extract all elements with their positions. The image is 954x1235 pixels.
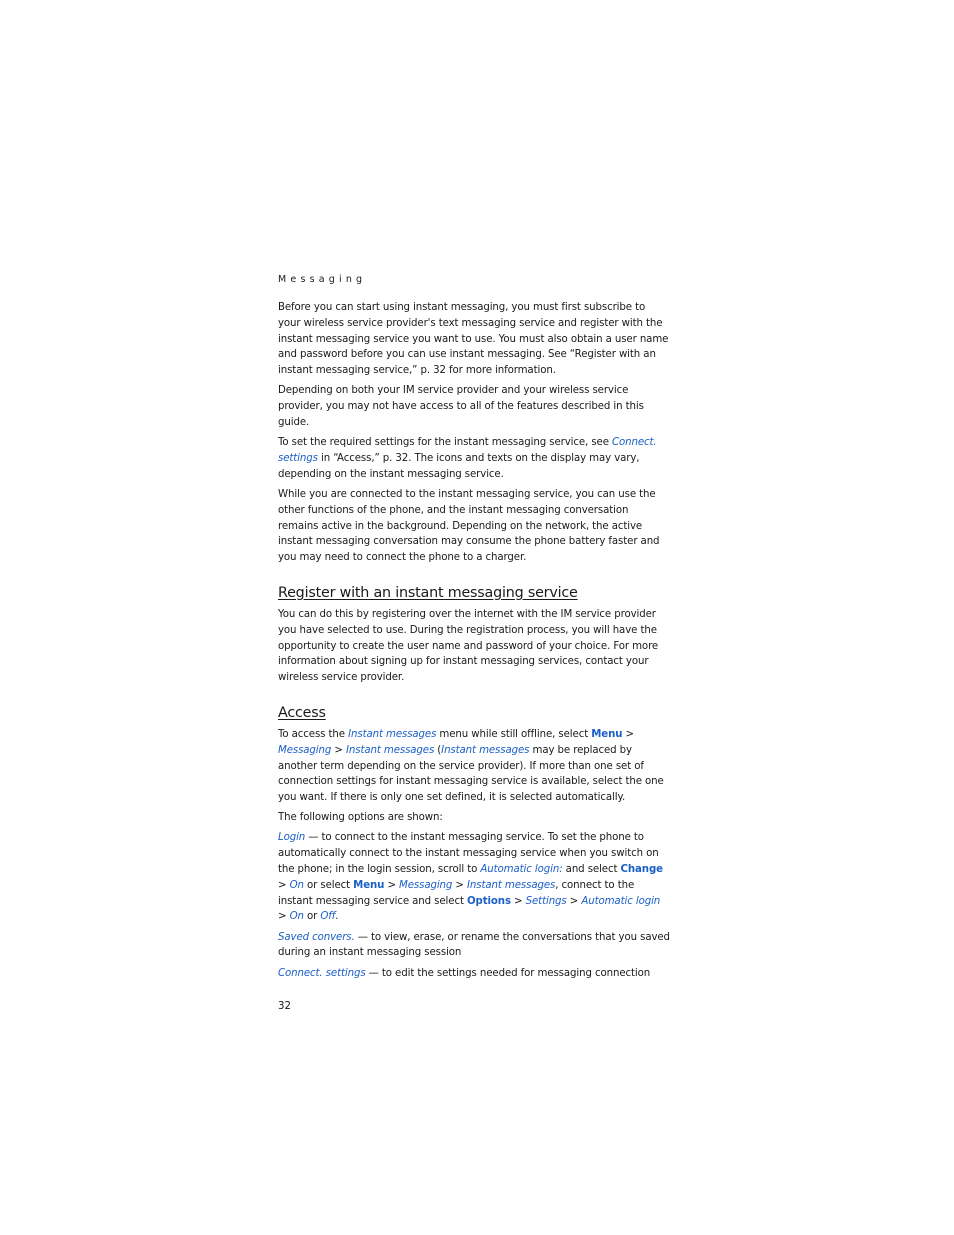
text-run: — to view, erase, or rename the conversations that you saved during an instant messaging session [278, 931, 670, 959]
access-paragraph [278, 727, 670, 806]
separator: > [278, 911, 290, 923]
running-head: Messaging [278, 274, 367, 285]
register-paragraph: You can do this by registering over the internet with the IM service provider you have selected to use. During the registration process, you will have the opportunity to create the user name and password of your choice. For more information about signing up for instant messaging services, contact your wireless service provider. [278, 608, 659, 684]
text-run: . [335, 911, 339, 923]
page-number: 32 [278, 1001, 291, 1013]
document-page [278, 272, 670, 1015]
text-run: and select [562, 864, 621, 876]
login-term: Login [278, 832, 306, 844]
text-run: or [303, 911, 321, 923]
on-term: On [289, 879, 304, 891]
instant-messages-term: Instant messages [345, 744, 435, 756]
text-run: To access the [278, 728, 349, 740]
register-heading: Register with an instant messaging service [278, 584, 578, 601]
instant-messages-term: Instant messages [348, 728, 437, 740]
off-term: Off [320, 911, 336, 923]
settings-paragraph [278, 435, 670, 482]
messaging-term: Messaging [278, 744, 332, 756]
connect-settings-term: Connect. settings [278, 437, 657, 464]
separator: > [566, 895, 582, 907]
options-intro: The following options are shown: [278, 812, 443, 824]
separator: > [510, 895, 526, 907]
text-run: To set the required settings for the instant messaging service, see [278, 437, 612, 449]
text-run: — to connect to the instant messaging service. To set the phone to automatically connect to the instant messaging service when you switch on the phone; in the login session, scroll to [278, 832, 659, 876]
intro-paragraph-1: Before you can start using instant messaging, you must first subscribe to your wireless service provider's text messaging service and register with the instant messaging service you want to use. You must also obtain a user name and password before you can use instant messaging. See “Register with an instant messaging service,” p. 32 for more information. [278, 302, 669, 377]
separator: > [622, 728, 634, 740]
saved-convers-option [278, 930, 670, 962]
text-run: ( [434, 744, 442, 756]
messaging-term: Messaging [399, 879, 453, 891]
connected-paragraph: While you are connected to the instant messaging service, you can use the other functions of the phone, and the instant messaging conversation remains active in the background. Depending on the network, the active instant messaging conversation may consume the phone battery faster and you may need to connect the phone to a charger. [278, 488, 660, 564]
menu-command: Menu [591, 728, 623, 740]
text-run: menu while still offline, select [436, 728, 592, 740]
on-term: On [289, 911, 304, 923]
options-command: Options [466, 895, 511, 907]
automatic-login-term: Automatic login [581, 895, 661, 907]
intro-paragraph-2: Depending on both your IM service provider and your wireless service provider, you may not have access to all of the features described in this guide. [278, 385, 644, 428]
access-heading: Access [278, 704, 326, 721]
login-option [278, 830, 670, 925]
settings-term: Settings [525, 895, 567, 907]
change-command: Change [620, 864, 663, 876]
text-run: , connect to the instant messaging service and select [278, 879, 635, 907]
saved-convers-term: Saved convers. [278, 931, 355, 943]
automatic-login-term: Automatic login: [480, 864, 563, 876]
separator: > [452, 879, 468, 891]
connect-settings-option [278, 966, 670, 982]
separator: > [384, 879, 400, 891]
menu-command: Menu [353, 879, 385, 891]
instant-messages-term: Instant messages [441, 744, 530, 756]
text-run: or select [303, 879, 354, 891]
separator: > [331, 744, 346, 756]
instant-messages-term: Instant messages [467, 879, 556, 891]
text-run: in “Access,” p. 32. The icons and texts on the display may vary, depending on the instant messaging service. [278, 452, 640, 480]
text-run: — to edit the settings needed for messaging connection [365, 967, 651, 979]
text-run: may be replaced by another term depending on the service provider). If more than one set of connection settings for instant messaging service is available, select the one you want. If there is only one set defined, it is selected automatically. [278, 744, 664, 804]
connect-settings-term: Connect. settings [278, 967, 366, 979]
separator: > [278, 879, 290, 891]
